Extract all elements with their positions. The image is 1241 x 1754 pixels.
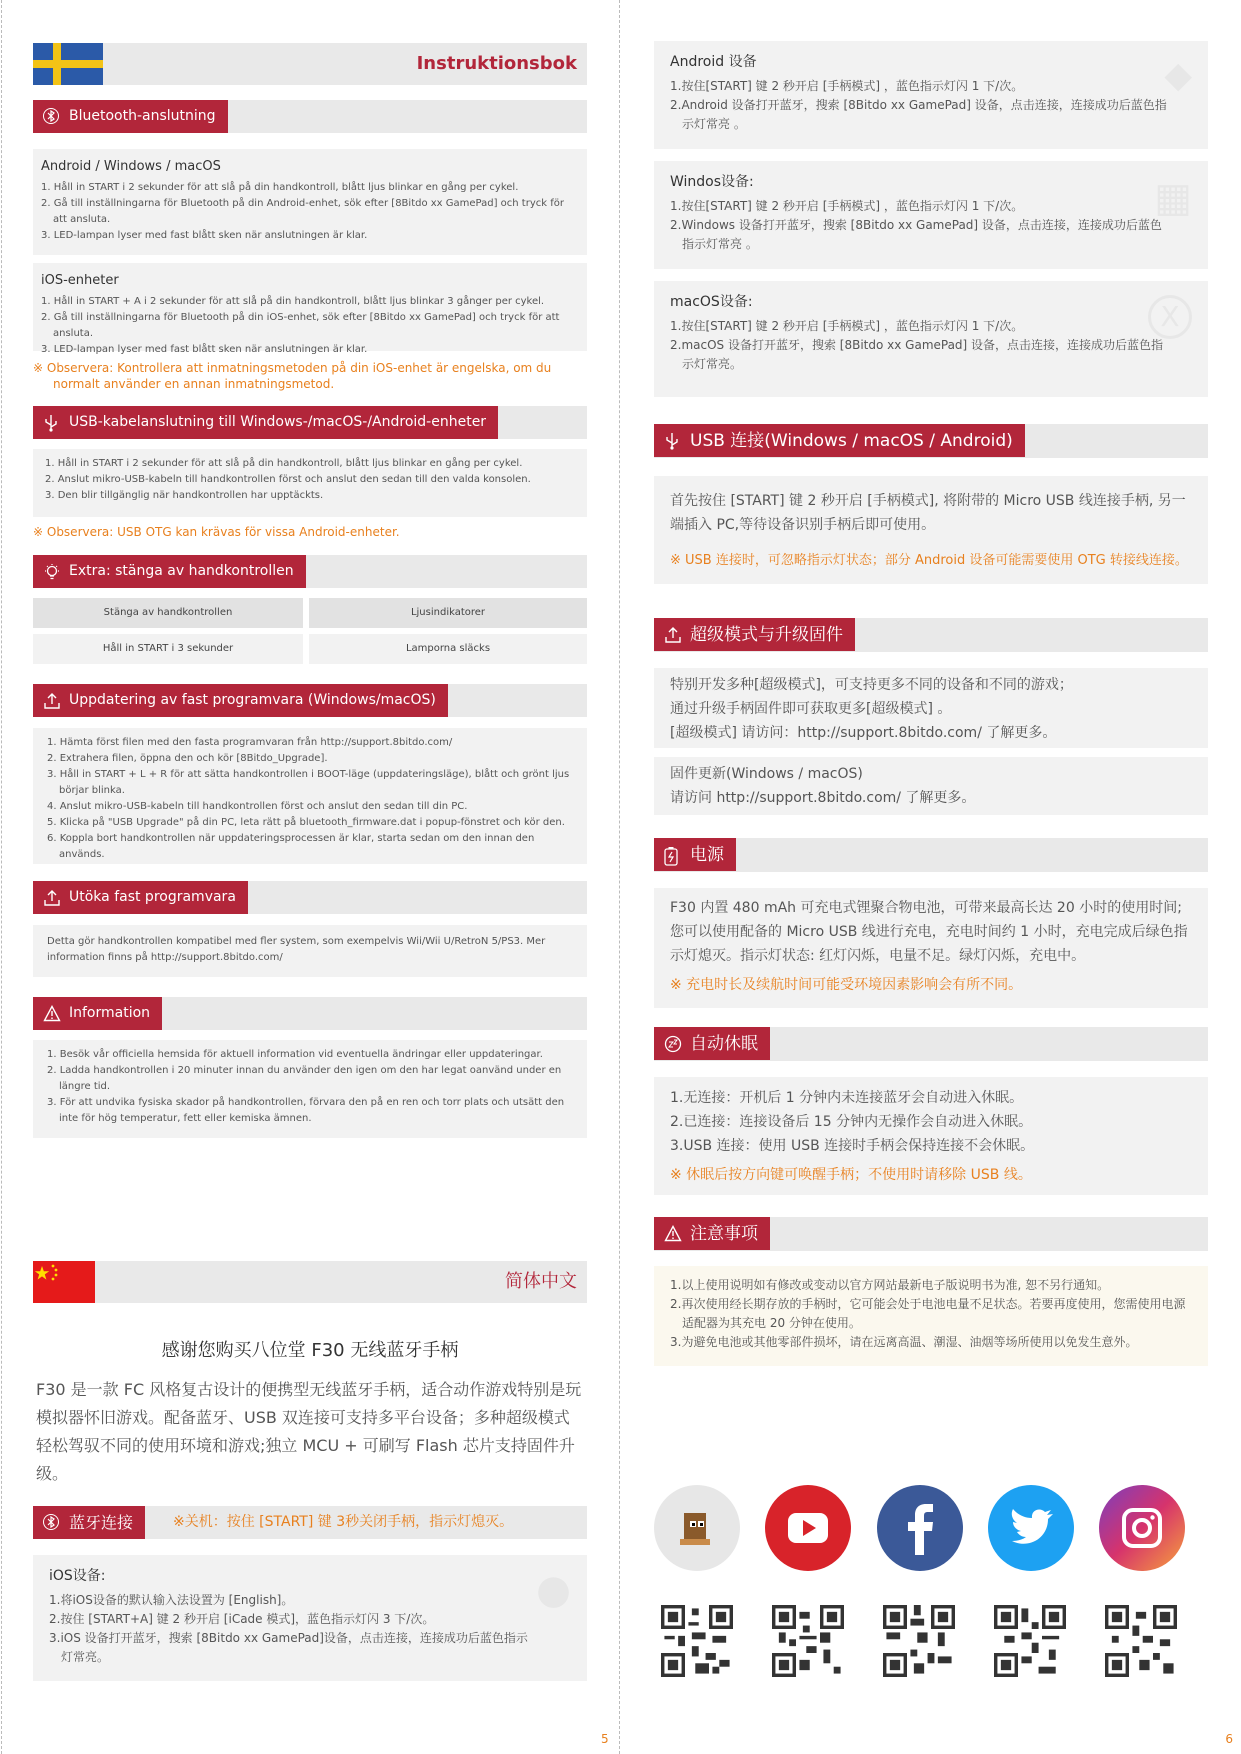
page-fold-line (619, 0, 620, 1754)
ios-bt-steps: 1. Håll in START + A i 2 sekunder för att slå på din handkontroll, blått ljus blinkar 3 gånger per cykel. 2. Gå till inställningarna för Bluetooth på din iOS-enhet, sök efter [8Bitdo xx GamePad] och tryck för att ansluta. 3. LED-lampan lyser med fast blått sken när anslutningen är klar. (41, 296, 560, 355)
youtube-icon[interactable] (765, 1485, 851, 1571)
table-cell: Lamporna släcks (309, 634, 587, 664)
qr-code-facebook (883, 1605, 955, 1677)
sleep-section-header (654, 1027, 1208, 1061)
bluetooth-icon (43, 1514, 59, 1530)
upload-icon (664, 626, 682, 644)
extra-section-header (33, 555, 587, 588)
android-bt-box (33, 149, 587, 255)
firmware-section-header (33, 684, 587, 717)
language-title: Instruktionsbok (416, 53, 577, 74)
qr-code-instagram (1105, 1605, 1177, 1677)
language-title: 简体中文 (505, 1271, 577, 1292)
power-text: F30 内置 480 mAh 可充电式锂聚合物电池，可带来最高长达 20 小时的使用时间; 您可以使用配备的 Micro USB 线进行充电，充电时间约 1 小时，充电完成后绿色指示灯熄灭。指示灯状态: 红灯闪烁，电量不足。绿灯闪烁，充电中。 (670, 900, 1188, 964)
box-title: iOS设备: (49, 1568, 106, 1584)
table-cell: Ljusindikatorer (309, 598, 587, 628)
power-off-table (33, 598, 587, 666)
windows-icon: ▦ (1154, 175, 1192, 221)
section-title: Information (69, 1005, 151, 1021)
zh-title: 感谢您购买八位堂 F30 无线蓝牙手柄 (161, 1340, 459, 1361)
zh-intro: F30 是一款 FC 风格复古设计的便携型无线蓝牙手柄，适合动作游戏特别是玩模拟器怀旧游戏。配备蓝牙、USB 双连接可支持多平台设备；多种超级模式轻松驾驭不同的使用环境和游戏;独立 MCU + 可刷写 Flash 芯片支持固件升级。 (36, 1380, 582, 1483)
page-cut-line (1, 0, 2, 1754)
power-note: ※ 充电时长及续航时间可能受环境因素影响会有所不同。 (670, 977, 1023, 993)
warning-icon (664, 1225, 682, 1242)
twitter-icon[interactable] (988, 1485, 1074, 1571)
super-mode-section-header (654, 618, 1208, 652)
zh-usb-section-header (654, 424, 1208, 458)
qr-code-8bitdo (661, 1605, 733, 1677)
page-number: 5 (601, 1732, 609, 1746)
macos-box: X macOS设备: 1.按住[START] 键 2 秒开启 [手柄模式] ，蓝色指示灯闪 1 下/次。 2.macOS 设备打开蓝牙，搜索 [8Bitdo xx GamePad] 设备，点击连接，连接成功后蓝色指示灯常亮。 (654, 281, 1208, 397)
box-title: Android / Windows / macOS (41, 159, 221, 174)
qr-code-youtube (772, 1605, 844, 1677)
section-title: USB-kabelanslutning till Windows-/macOS-/Android-enheter (69, 414, 487, 430)
usb-text: 首先按住 [START] 键 2 秒开启 [手柄模式], 将附带的 Micro USB 线连接手柄, 另一端插入 PC,等待设备识别手柄后即可使用。 (670, 493, 1186, 533)
super-mode-box: 特别开发多种[超级模式]，可支持更多不同的设备和不同的游戏； 通过升级手柄固件即可获取更多[超级模式] 。 [超级模式] 请访问：http://support.8bitdo.com/ 了解更多。 (654, 668, 1208, 748)
box-title: macOS设备: (670, 294, 753, 310)
information-section-header (33, 997, 587, 1030)
firmware-update-box: 固件更新(Windows / macOS) 请访问 http://support.8bitdo.com/ 了解更多。 (654, 757, 1208, 815)
chinese-language-bar (33, 1261, 587, 1303)
instagram-icon[interactable] (1099, 1485, 1185, 1571)
section-title: Utöka fast programvara (69, 889, 236, 905)
caution-box: 1.以上使用说明如有修改或变动以官方网站最新电子版说明书为准, 恕不另行通知。 2.再次使用经长期存放的手柄时，它可能会处于电池电量不足状态。若要再度使用，您需使用电源适配器为其充电 20 分钟在使用。 3.为避免电池或其他零部件损坏，请在远离高温、潮湿、油烟等场所使用以免发生意外。 (654, 1266, 1208, 1366)
usb-note: ※ Observera: USB OTG kan krävas för vissa Android-enheter. (33, 525, 400, 539)
zh-usb-box (654, 476, 1208, 584)
zh-ios-box: ● iOS设备: 1.将iOS设备的默认输入法设置为 [English]。 2.按住 [START+A] 键 2 秒开启 [iCade 模式]，蓝色指示灯闪 3 下/次。 3.iOS 设备打开蓝牙，搜索 [8Bitdo xx GamePad]设备，点击连接，连接成功后蓝色指示灯常亮。 (33, 1555, 587, 1681)
8bitdo-mascot-icon[interactable] (654, 1485, 740, 1571)
section-title: 蓝牙连接 (69, 1513, 134, 1532)
usb-box: 1. Håll in START i 2 sekunder för att slå på din handkontroll, blått ljus blinkar en gång per cykel. 2. Anslut mikro-USB-kabeln till handkontrollen först och anslut den sedan till den valda konsolen. 3. Den blir tillgänglig när handkontrollen har upptäckts. (33, 449, 587, 517)
page-number: 6 (1225, 1732, 1233, 1746)
section-title: 超级模式与升级固件 (690, 625, 843, 645)
firmware-box: 1. Hämta först filen med den fasta programvaran från http://support.8bitdo.com/ 2. Extrahera filen, öppna den och kör [8Bitdo_Upgrade]. 3. Håll in START + L + R för att sätta handkontrollen i BOOT-läge (uppdateringsläge), blått och grönt ljus börjar blinka. 4. Anslut mikro-USB-kabeln till handkontrollen först och anslut den sedan till din PC. 5. Klicka på "USB Upgrade" på din PC, leta rätt på bluetooth_firmware.dat i popup-fönstret och kör den. 6. Koppla bort handkontrollen när uppdateringsprocessen är klar, starta sedan om den innan den används. (33, 728, 587, 864)
android-box: ◆ Android 设备 1.按住[START] 键 2 秒开启 [手柄模式] ，蓝色指示灯闪 1 下/次。 2.Android 设备打开蓝牙，搜索 [8Bitdo xx GamePad] 设备，点击连接，连接成功后蓝色指示灯常亮 。 (654, 41, 1208, 149)
information-box: 1. Besök vår officiella hemsida för aktuell information vid eventuella ändringar eller uppdateringar. 2. Ladda handkontrollen i 20 minuter innan du använder den igen om den har legat oanvänd under en längre tid. 3. För att undvika fysiska skador på handkontrollen, förvara den på en ren och torr plats och utsätt den inte för hög temperatur, fett eller kemiska ämnen. (33, 1040, 587, 1138)
power-section-header (654, 838, 1208, 872)
section-title: Uppdatering av fast programvara (Windows/macOS) (69, 692, 436, 708)
android-bt-steps: 1. Håll in START i 2 sekunder för att slå på din handkontroll, blått ljus blinkar en gång per cykel. 2. Gå till inställningarna för Bluetooth på din Android-enhet, sök efter [8Bitdo xx GamePad] och tryck för att ansluta. 3. LED-lampan lyser med fast blått sken när anslutningen är klar. (41, 182, 564, 241)
facebook-icon[interactable] (877, 1485, 963, 1571)
usb-icon (43, 414, 59, 432)
sleep-box: 1.无连接：开机后 1 分钟内未连接蓝牙会自动进入休眠。 2.已连接：连接设备后 15 分钟内无操作会自动进入休眠。 3.USB 连接：使用 USB 连接时手柄会保持连接不会休眠。 ※ 休眠后按方向键可唤醒手柄；不使用时请移除 USB 线。 (654, 1077, 1208, 1195)
swedish-language-bar (33, 43, 587, 85)
qr-code-twitter (994, 1605, 1066, 1677)
usb-note: ※ USB 连接时，可忽略指示灯状态；部分 Android 设备可能需要使用 OTG 转接线连接。 (670, 553, 1188, 568)
caution-section-header (654, 1217, 1208, 1251)
apple-icon: ● (536, 1567, 571, 1613)
sleep-note: ※ 休眠后按方向键可唤醒手柄；不使用时请移除 USB 线。 (670, 1167, 1032, 1183)
section-title: 电源 (690, 845, 724, 865)
section-title: 注意事项 (690, 1224, 758, 1244)
left-page (0, 0, 620, 1754)
box-title: Windos设备: (670, 174, 754, 190)
power-off-note: ※关机：按住 [START] 键 3秒关闭手柄，指示灯熄灭。 (173, 1514, 514, 1530)
box-title: Android 设备 (670, 54, 757, 70)
section-title: 自动休眠 (690, 1034, 758, 1054)
windows-box: ▦ Windos设备: 1.按住[START] 键 2 秒开启 [手柄模式] ，蓝色指示灯闪 1 下/次。 2.Windows 设备打开蓝牙，搜索 [8Bitdo xx GamePad] 设备，点击连接，连接成功后蓝色指示灯常亮 。 (654, 161, 1208, 269)
ios-bt-box (33, 263, 587, 355)
china-flag-icon (33, 1261, 95, 1303)
section-title: Bluetooth-anslutning (69, 108, 216, 124)
android-icon: ◆ (1164, 55, 1192, 96)
table-cell: Stänga av handkontrollen (33, 598, 303, 628)
zh-bluetooth-section-header (33, 1506, 587, 1539)
extend-section-header (33, 881, 587, 914)
right-page (621, 0, 1241, 1754)
battery-icon (664, 846, 678, 866)
warning-icon (43, 1005, 61, 1022)
bluetooth-icon (43, 108, 59, 124)
table-cell: Håll in START i 3 sekunder (33, 634, 303, 664)
upload-icon (43, 889, 61, 907)
bluetooth-section-header (33, 100, 587, 133)
lightbulb-icon (43, 563, 61, 581)
macos-x-icon: X (1148, 295, 1192, 339)
section-title: Extra: stänga av handkontrollen (69, 563, 294, 579)
power-box (654, 888, 1208, 1008)
usb-icon (664, 432, 680, 450)
extend-box: Detta gör handkontrollen kompatibel med fler system, som exempelvis Wii/Wii U/RetroN 5/PS3. Mer information finns på http://support.8bitdo.com/ (33, 925, 587, 977)
upload-icon (43, 692, 61, 710)
section-title: USB 连接(Windows / macOS / Android) (690, 431, 1013, 451)
box-title: iOS-enheter (41, 273, 119, 288)
usb-section-header (33, 406, 587, 439)
bt-note: ※ Observera: Kontrollera att inmatningsmetoden på din iOS-enhet är engelska, om du normalt använder en annan inmatningsmetod. (33, 361, 552, 391)
sweden-flag-icon (33, 43, 103, 85)
sleep-icon (664, 1035, 682, 1053)
